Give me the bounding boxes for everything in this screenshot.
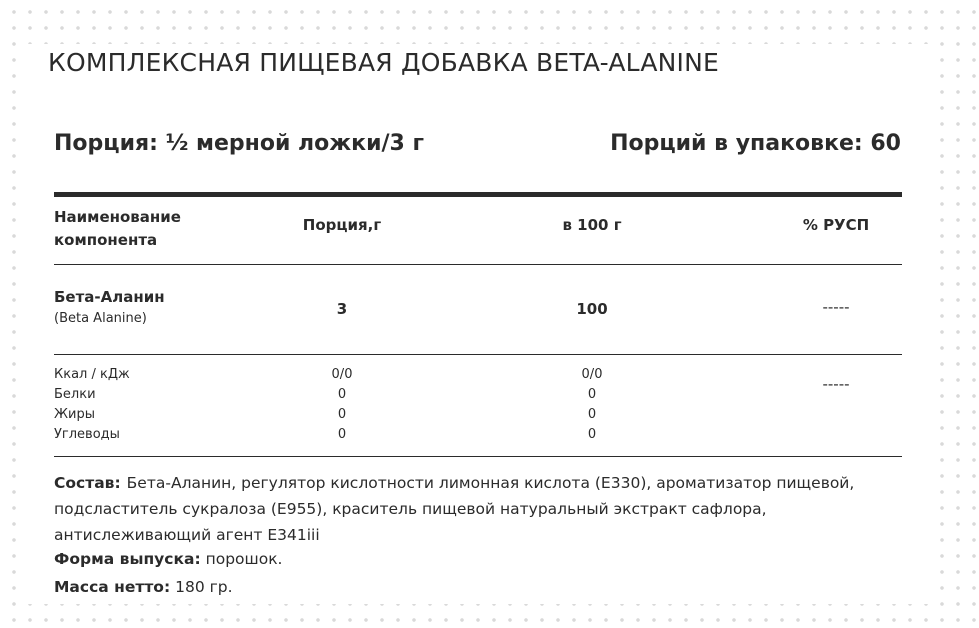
header-portion: Порция,г [302, 216, 382, 234]
release-form [54, 550, 283, 568]
release-form-label: Форма выпуска: [54, 550, 201, 568]
net-mass-value: 180 гр. [175, 578, 233, 596]
nutrition-rsp: ----- [822, 375, 850, 393]
nutrition-portion-kcal: 0/0 [331, 367, 353, 382]
net-mass-label: Масса нетто: [54, 578, 171, 596]
header-per100: в 100 г [562, 216, 622, 234]
composition [54, 470, 904, 548]
ingredient-latin: (Beta Alanine) [54, 311, 147, 326]
header-name-line2: компонента [54, 231, 158, 249]
nutrition-portion-carbs: 0 [337, 427, 347, 442]
composition-label: Состав: [54, 474, 121, 492]
ingredient-name: Бета-Аланин [54, 288, 165, 306]
nutrition-name-fat: Жиры [54, 407, 95, 422]
servings-per-pack: Порций в упаковке: 60 [610, 131, 901, 156]
nutrition-portion-protein: 0 [337, 387, 347, 402]
ingredient-divider [54, 354, 902, 355]
header-divider [54, 264, 902, 265]
nutrition-per100-kcal: 0/0 [581, 367, 603, 382]
header-name-line1: Наименование [54, 208, 181, 226]
net-mass [54, 578, 233, 596]
nutrition-name-kcal: Ккал / кДж [54, 367, 130, 382]
product-title: КОМПЛЕКСНАЯ ПИЩЕВАЯ ДОБАВКА BETA-ALANINE [48, 48, 720, 77]
release-form-value: порошок. [205, 550, 283, 568]
nutrition-name-protein: Белки [54, 387, 96, 402]
nutrition-per100-fat: 0 [587, 407, 597, 422]
nutrition-per100-protein: 0 [587, 387, 597, 402]
nutrition-name-carbs: Углеводы [54, 427, 120, 442]
composition-text: Бета-Аланин, регулятор кислотности лимонная кислота (Е330), ароматизатор пищевой, подсластитель сукралоза (Е955), краситель пищевой натуральный экстракт сафлора, антислеживающий агент Е341iii [54, 474, 855, 544]
table-bottom-rule [54, 456, 902, 457]
ingredient-portion: 3 [336, 300, 348, 318]
nutrition-per100-carbs: 0 [587, 427, 597, 442]
nutrition-portion-fat: 0 [337, 407, 347, 422]
ingredient-per100: 100 [576, 300, 608, 318]
ingredient-rsp: ----- [822, 298, 850, 316]
header-component-name [54, 206, 181, 252]
serving-size: Порция: ½ мерной ложки/3 г [54, 131, 425, 156]
header-rsp: % РУСП [802, 216, 870, 234]
table-top-rule [54, 192, 902, 197]
